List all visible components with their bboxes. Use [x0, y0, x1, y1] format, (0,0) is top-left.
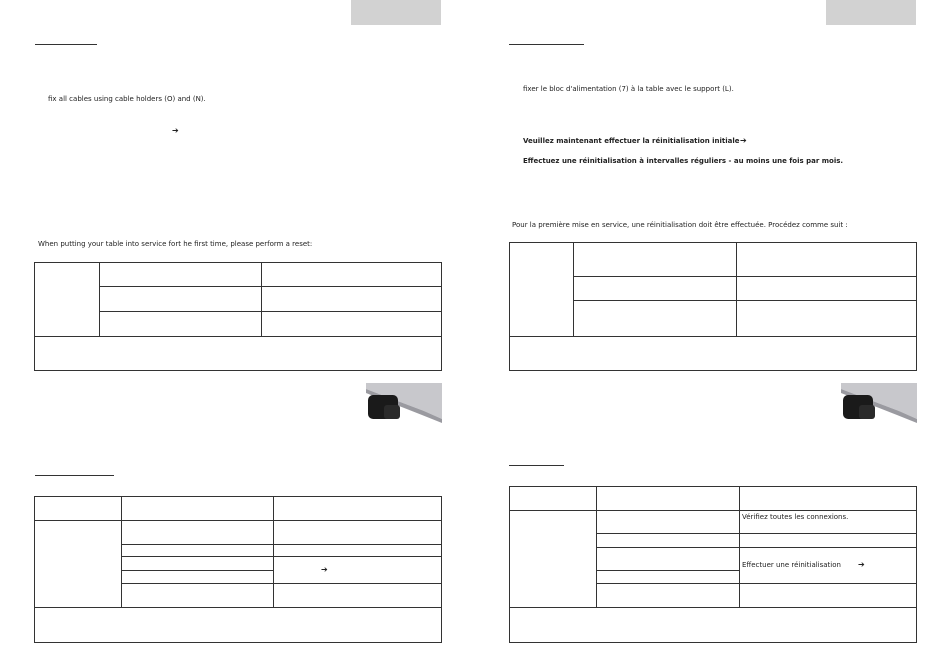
table-divider: [573, 300, 917, 301]
table-divider: [121, 496, 122, 608]
reset-intro: Pour la première mise en service, une réinitialisation doit être effectuée. Procédez comme suit :: [512, 221, 848, 229]
section-heading-rule: [35, 475, 114, 476]
arrow-right-icon: ➔: [172, 126, 179, 135]
perform-reset-text: Effectuer une réinitialisation: [742, 561, 841, 569]
section-heading-rule: [509, 44, 584, 45]
table-divider: [596, 533, 917, 534]
table-foot-illustration: [362, 383, 442, 425]
table-divider: [99, 286, 442, 287]
table-divider: [34, 336, 442, 337]
table-divider: [596, 583, 917, 584]
table-divider: [509, 607, 917, 608]
table-divider: [573, 276, 917, 277]
table-divider: [121, 544, 442, 545]
table-divider: [34, 607, 442, 608]
table-divider: [34, 520, 442, 521]
table-divider: [121, 583, 442, 584]
arrow-right-icon: ➔: [740, 136, 747, 145]
table-foot-illustration: [837, 383, 917, 425]
reset-table: [34, 262, 442, 371]
table-divider: [273, 496, 274, 608]
arrow-right-icon: ➔: [321, 565, 328, 574]
table-divider: [121, 570, 273, 571]
table-divider: [509, 336, 917, 337]
section-heading-rule: [35, 44, 97, 45]
reset-intro: When putting your table into service fort he first time, please perform a reset:: [38, 240, 313, 248]
page-corner-tab: [351, 0, 441, 25]
table-divider: [121, 556, 442, 557]
reset-now-instruction: Veuillez maintenant effectuer la réinitialisation initiale: [523, 137, 740, 145]
check-connections-text: Vérifiez toutes les connexions.: [742, 513, 849, 521]
reset-table: [509, 242, 917, 371]
right-page: [475, 0, 950, 672]
install-instruction: fix all cables using cable holders (O) and (N).: [48, 95, 206, 103]
reset-regular-instruction: Effectuez une réinitialisation à intervalles réguliers - au moins une fois par mois.: [523, 157, 844, 165]
table-divider: [596, 570, 739, 571]
page-corner-tab: [826, 0, 916, 25]
section-heading-rule: [509, 465, 564, 466]
table-divider: [261, 262, 262, 336]
table-divider: [736, 242, 737, 336]
table-divider: [99, 262, 100, 336]
table-divider: [596, 547, 917, 548]
install-instruction: fixer le bloc d'alimentation (7) à la table avec le support (L).: [523, 85, 734, 93]
table-divider: [99, 311, 442, 312]
table-divider: [573, 242, 574, 336]
table-divider: [509, 510, 917, 511]
arrow-right-icon: ➔: [858, 560, 865, 569]
